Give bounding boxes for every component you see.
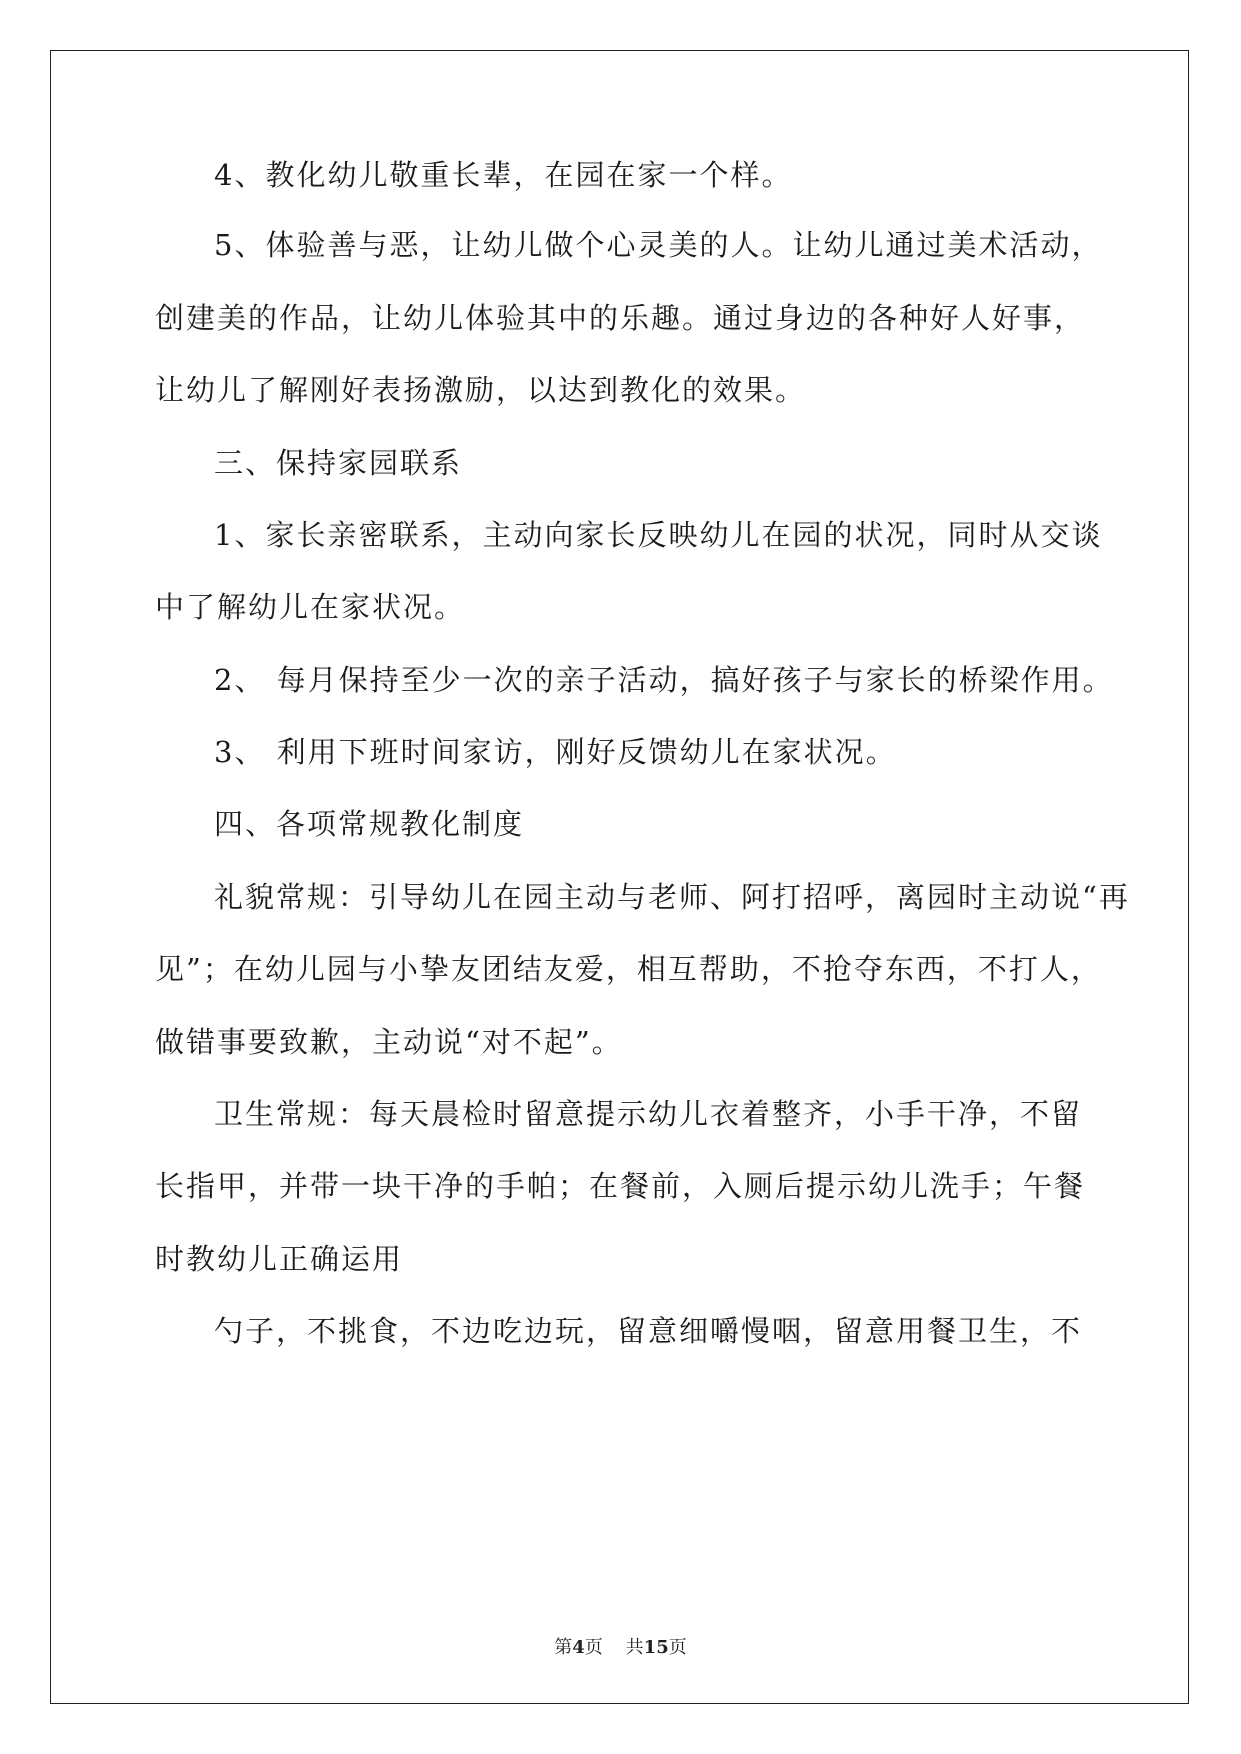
page-unit: 页 [584,1637,603,1658]
text-line-3: 创建美的作品，让幼儿体验其中的乐趣。通过身边的各种好人好事， [155,301,1086,335]
text-line-13: 做错事要致歉，主动说“对不起”。 [155,1025,623,1059]
text-line-9: 3、 利用下班时间家访，刚好反馈幼儿在家状况。 [214,735,897,769]
text-line-14: 卫生常规：每天晨检时留意提示幼儿衣着整齐，小手干净，不留 [214,1097,1083,1131]
section-heading-3: 三、保持家园联系 [214,446,463,480]
page-border [50,50,1189,1704]
text-line-17: 勺子，不挑食，不边吃边玩，留意细嚼慢咽，留意用餐卫生，不 [214,1314,1083,1348]
text-line-6: 1、家长亲密联系，主动向家长反映幼儿在园的状况，同时从交谈 [214,518,1103,552]
text-line-1: 4、教化幼儿敬重长辈，在园在家一个样。 [214,158,793,192]
text-line-11: 礼貌常规：引导幼儿在园主动与老师、阿打招呼，离园时主动说“再 [214,880,1130,914]
total-prefix: 共 [625,1637,644,1658]
text-line-4: 让幼儿了解刚好表扬激励，以达到教化的效果。 [155,373,807,407]
text-line-2: 5、体验善与恶，让幼儿做个心灵美的人。让幼儿通过美术活动， [214,228,1103,262]
text-line-8: 2、 每月保持至少一次的亲子活动，搞好孩子与家长的桥梁作用。 [214,663,1114,697]
text-line-16: 时教幼儿正确运用 [155,1242,404,1276]
page-footer [0,1636,1241,1660]
text-line-12: 见”；在幼儿园与小挚友团结友爱，相互帮助，不抢夺东西，不打人， [155,952,1102,986]
page-current: 4 [572,1637,585,1658]
page-prefix: 第 [554,1637,573,1658]
page-total: 15 [643,1637,669,1658]
total-unit: 页 [668,1637,687,1658]
section-heading-4: 四、各项常规教化制度 [214,807,525,841]
text-line-15: 长指甲，并带一块干净的手帕；在餐前，入厕后提示幼儿洗手；午餐 [155,1169,1086,1203]
text-line-7: 中了解幼儿在家状况。 [155,590,466,624]
